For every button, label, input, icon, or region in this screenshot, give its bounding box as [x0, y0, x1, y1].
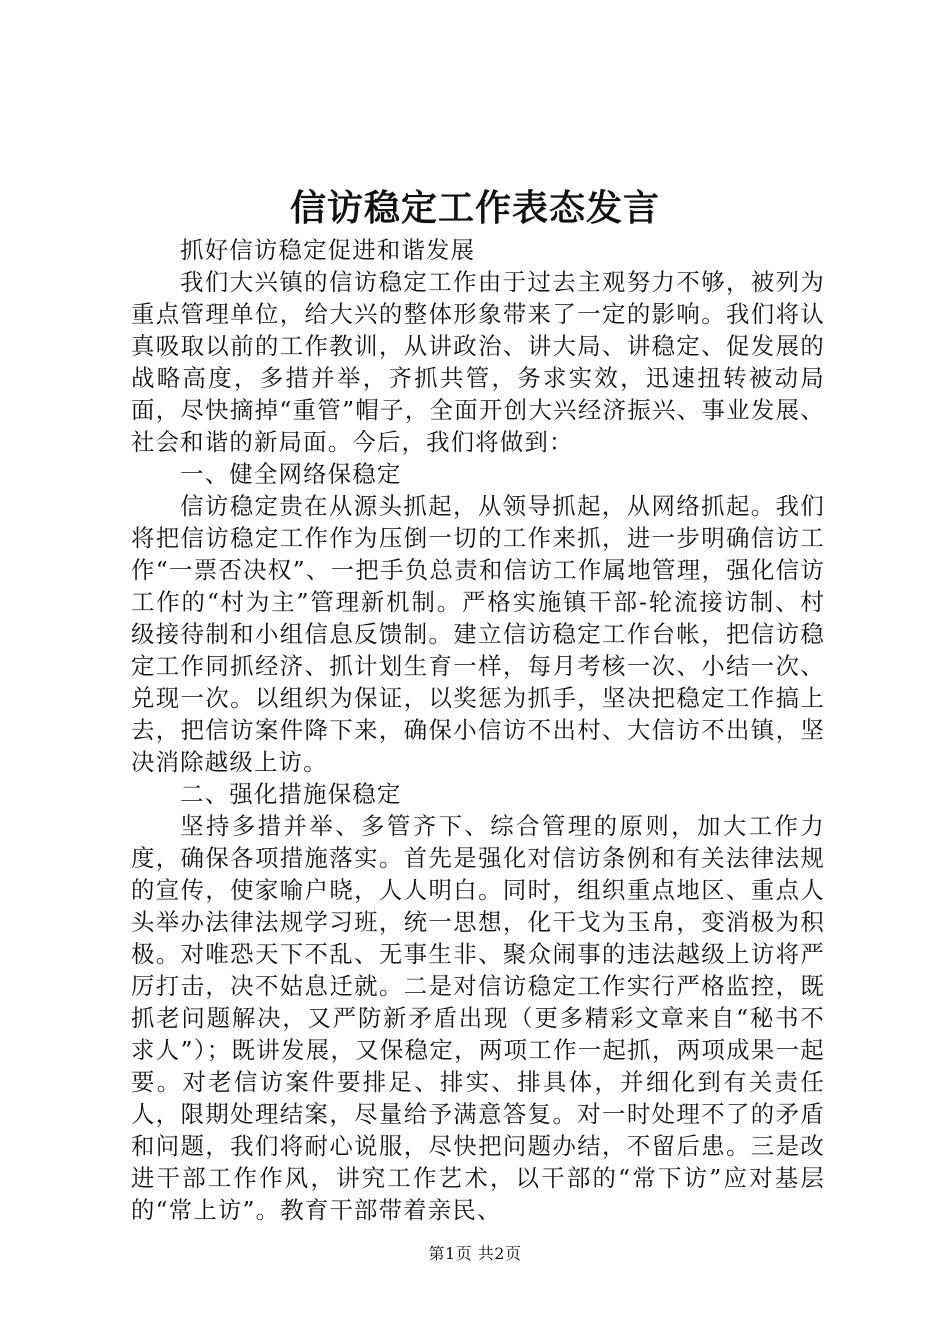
section-2-paragraph: 坚持多措并举、多管齐下、综合管理的原则，加大工作力度，确保各项措施落实。首先是强化对信访条例和有关法律法规的宣传，使家喻户晓，人人明白。同时，组织重点地区、重点人头举办法律法规学习班，统一思想，化干戈为玉帛，变消极为积极。对唯恐天下不乱、无事生非、聚众闹事的违法越级上访将严厉打击，决不姑息迁就。二是对信访稳定工作实行严格监控，既抓老问题解决，又严防新矛盾出现（更多精彩文章来自“秘书不求人”）；既讲发展，又保稳定，两项工作一起抓，两项成果一起要。对老信访案件要排足、排实、排具体，并细化到有关责任人，限期处理结案，尽量给予满意答复。对一时处理不了的矛盾和问题，我们将耐心说服，尽快把问题办结，不留后患。三是改进干部工作作风，讲究工作艺术，以干部的“常下访”应对基层的“常上访”。教育干部带着亲民、	[131, 812, 825, 1224]
page-footer: 第1页 共2页	[428, 1244, 522, 1263]
section-heading-1: 一、健全网络保稳定	[180, 460, 402, 488]
document-body	[131, 234, 825, 1226]
document-title: 信访稳定工作表态发言	[289, 187, 660, 229]
intro-paragraph: 我们大兴镇的信访稳定工作由于过去主观努力不够，被列为重点管理单位，给大兴的整体形象带来了一定的影响。我们将认真吸取以前的工作教训，从讲政治、讲大局、讲稳定、促发展的战略高度，多措并举，齐抓共管，务求实效，迅速扭转被动局面，尽快摘掉“重管”帽子，全面开创大兴经济振兴、事业发展、社会和谐的新局面。今后，我们将做到：	[131, 268, 825, 456]
section-heading-2: 二、强化措施保稳定	[180, 780, 402, 808]
subtitle-paragraph: 抓好信访稳定促进和谐发展	[180, 236, 476, 264]
section-1-paragraph: 信访稳定贵在从源头抓起，从领导抓起，从网络抓起。我们将把信访稳定工作作为压倒一切的工作来抓，进一步明确信访工作“一票否决权”、一把手负总责和信访工作属地管理，强化信访工作的“村为主”管理新机制。严格实施镇干部-轮流接访制、村级接待制和小组信息反馈制。建立信访稳定工作台帐，把信访稳定工作同抓经济、抓计划生育一样，每月考核一次、小结一次、兑现一次。以组织为保证，以奖惩为抓手，坚决把稳定工作搞上去，把信访案件降下来，确保小信访不出村、大信访不出镇，坚决消除越级上访。	[131, 492, 825, 776]
